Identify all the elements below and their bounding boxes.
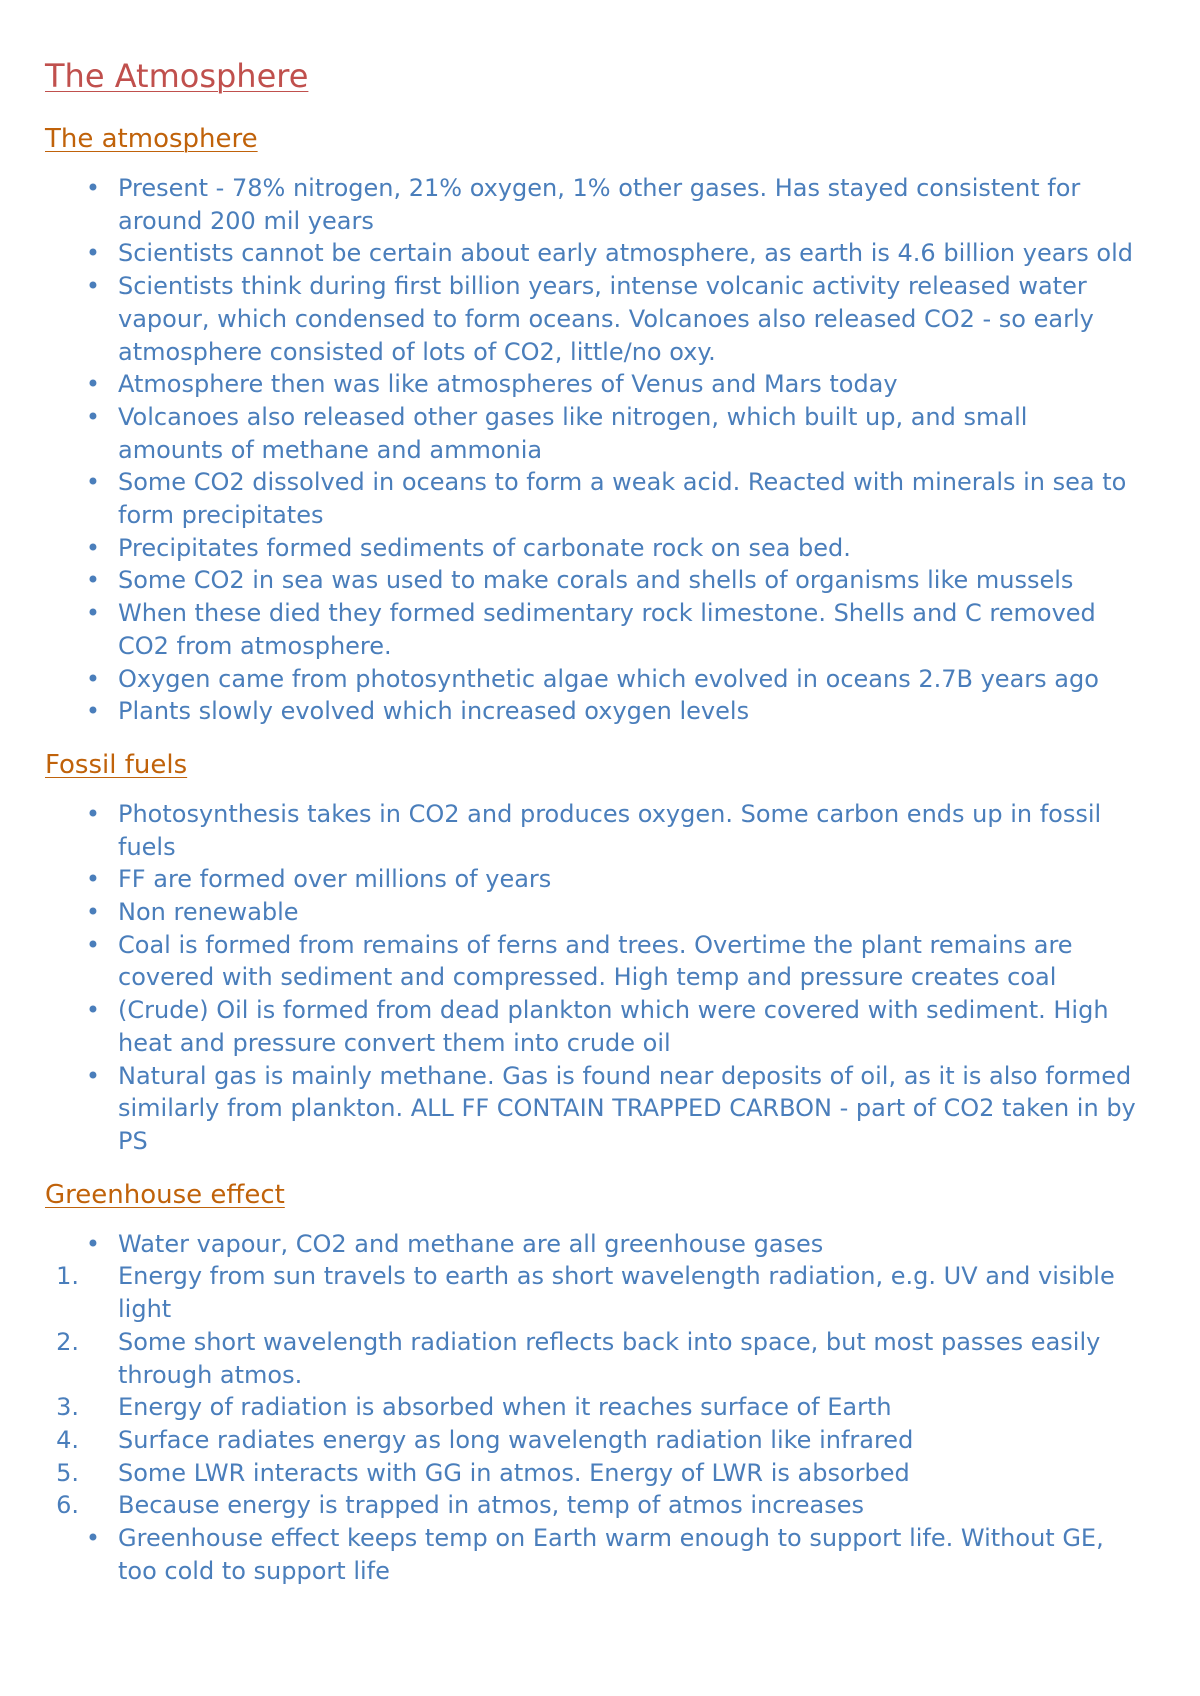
list-item	[45, 1489, 1140, 1522]
bullet-icon: •	[85, 533, 101, 562]
list-item-text: Photosynthesis takes in CO2 and produces oxygen. Some carbon ends up in fossil fuels	[118, 799, 1102, 861]
bullet-icon: •	[85, 664, 101, 693]
list-item-text: FF are formed over millions of years	[118, 865, 552, 894]
list-item-text: Water vapour, CO2 and methane are all greenhouse gases	[118, 1229, 824, 1258]
list-item-text: Some CO2 dissolved in oceans to form a weak acid. Reacted with minerals in sea to form precipitates	[118, 468, 1127, 530]
list-item-text: Some CO2 in sea was used to make corals and shells of organisms like mussels	[118, 566, 1074, 595]
list-item-text: Energy from sun travels to earth as short wavelength radiation, e.g. UV and visible light	[118, 1262, 1115, 1324]
section-heading-fossil-fuels: Fossil fuels	[45, 749, 188, 780]
list-item-text: Energy of radiation is absorbed when it reaches surface of Earth	[118, 1393, 892, 1422]
list-item	[45, 1260, 1140, 1325]
list-item	[45, 564, 1140, 597]
section-greenhouse-effect	[45, 1176, 1140, 1588]
list-item-text: Surface radiates energy as long wavelength radiation like infrared	[118, 1425, 914, 1454]
list-item	[45, 1522, 1140, 1587]
bullet-icon: •	[85, 468, 101, 497]
list-item	[45, 695, 1140, 728]
list-item	[45, 896, 1140, 929]
list-item-text: Greenhouse effect keeps temp on Earth warm enough to support life. Without GE, too cold to support life	[118, 1524, 1104, 1585]
document-body	[45, 120, 1140, 1587]
bullet-icon: •	[85, 898, 101, 927]
list-item-text: Non renewable	[118, 898, 299, 927]
list-item-text: Natural gas is mainly methane. Gas is found near deposits of oil, as it is also formed similarly from plankton. ALL FF CONTAIN TRAPPED CARBON - part of CO2 taken in by PS	[118, 1061, 1136, 1155]
bullet-icon: •	[85, 996, 101, 1025]
section-atmosphere	[45, 120, 1140, 728]
bullet-icon: •	[85, 1229, 101, 1258]
list-item-text: Coal is formed from remains of ferns and trees. Overtime the plant remains are covered with sediment and compressed. High temp and pressure creates coal	[118, 930, 1073, 992]
bullet-icon: •	[85, 272, 101, 301]
list-item-text: Scientists think during first billion years, intense volcanic activity released water vapour, which condensed to form oceans. Volcanoes also released CO2 - so early atmosphere consisted of lots of CO2, little/no oxy.	[118, 272, 1094, 366]
list-item	[45, 1457, 1140, 1490]
list-item	[45, 1060, 1140, 1158]
bullet-icon: •	[85, 599, 101, 628]
bullet-list-atmosphere	[45, 172, 1140, 728]
bullet-icon: •	[85, 1524, 101, 1553]
list-item	[45, 597, 1140, 662]
list-item	[45, 863, 1140, 896]
list-item	[45, 532, 1140, 565]
list-item-text: Atmosphere then was like atmospheres of Venus and Mars today	[118, 370, 898, 399]
list-item	[45, 994, 1140, 1059]
bullet-icon: •	[85, 799, 101, 828]
bullet-icon: •	[85, 566, 101, 595]
list-item	[45, 1326, 1140, 1391]
bullet-icon: •	[85, 239, 101, 268]
list-number: 1.	[56, 1262, 79, 1291]
section-heading-greenhouse-effect: Greenhouse effect	[45, 1179, 285, 1210]
list-item	[45, 270, 1140, 368]
list-item-text: Scientists cannot be certain about early atmosphere, as earth is 4.6 billion years old	[118, 239, 1134, 268]
list-item-text: When these died they formed sedimentary rock limestone. Shells and C removed CO2 from atmosphere.	[118, 599, 1096, 660]
list-item	[45, 1391, 1140, 1424]
bullet-icon: •	[85, 865, 101, 894]
bullet-list-fossil-fuels	[45, 798, 1140, 1158]
list-item	[45, 798, 1140, 863]
list-item-text: Plants slowly evolved which increased oxygen levels	[118, 697, 750, 726]
document-title: The Atmosphere	[45, 57, 309, 95]
list-item-text: Precipitates formed sediments of carbonate rock on sea bed.	[118, 533, 851, 562]
bullet-icon: •	[85, 930, 101, 959]
list-item	[45, 663, 1140, 696]
list-item	[45, 368, 1140, 401]
list-item-text: (Crude) Oil is formed from dead plankton which were covered with sediment. High heat and pressure convert them into crude oil	[118, 996, 1109, 1057]
list-item	[45, 1424, 1140, 1457]
list-number: 4.	[56, 1425, 79, 1454]
bullet-icon: •	[85, 174, 101, 202]
list-item-text: Present - 78% nitrogen, 21% oxygen, 1% other gases. Has stayed consistent for around 200 mil years	[118, 174, 1081, 235]
bullet-list-greenhouse-effect	[45, 1228, 1140, 1588]
list-item-text: Some short wavelength radiation reflects back into space, but most passes easily through atmos.	[118, 1327, 1101, 1389]
list-number: 5.	[56, 1458, 79, 1487]
list-item	[45, 1228, 1140, 1261]
list-item	[45, 401, 1140, 466]
list-item	[45, 929, 1140, 994]
section-heading-atmosphere: The atmosphere	[45, 124, 258, 154]
bullet-icon: •	[85, 1061, 101, 1090]
list-item-text: Because energy is trapped in atmos, temp of atmos increases	[118, 1491, 864, 1520]
list-item-text: Some LWR interacts with GG in atmos. Energy of LWR is absorbed	[118, 1458, 910, 1487]
list-item	[45, 172, 1140, 237]
bullet-icon: •	[85, 697, 101, 726]
list-item	[45, 237, 1140, 270]
section-fossil-fuels	[45, 746, 1140, 1158]
list-number: 6.	[56, 1491, 79, 1520]
list-item-text: Volcanoes also released other gases like nitrogen, which built up, and small amounts of methane and ammonia	[118, 402, 1028, 464]
list-item	[45, 466, 1140, 531]
bullet-icon: •	[85, 402, 101, 431]
bullet-icon: •	[85, 370, 101, 399]
list-item-text: Oxygen came from photosynthetic algae which evolved in oceans 2.7B years ago	[118, 664, 1099, 693]
list-number: 2.	[56, 1327, 79, 1356]
list-number: 3.	[56, 1393, 79, 1422]
